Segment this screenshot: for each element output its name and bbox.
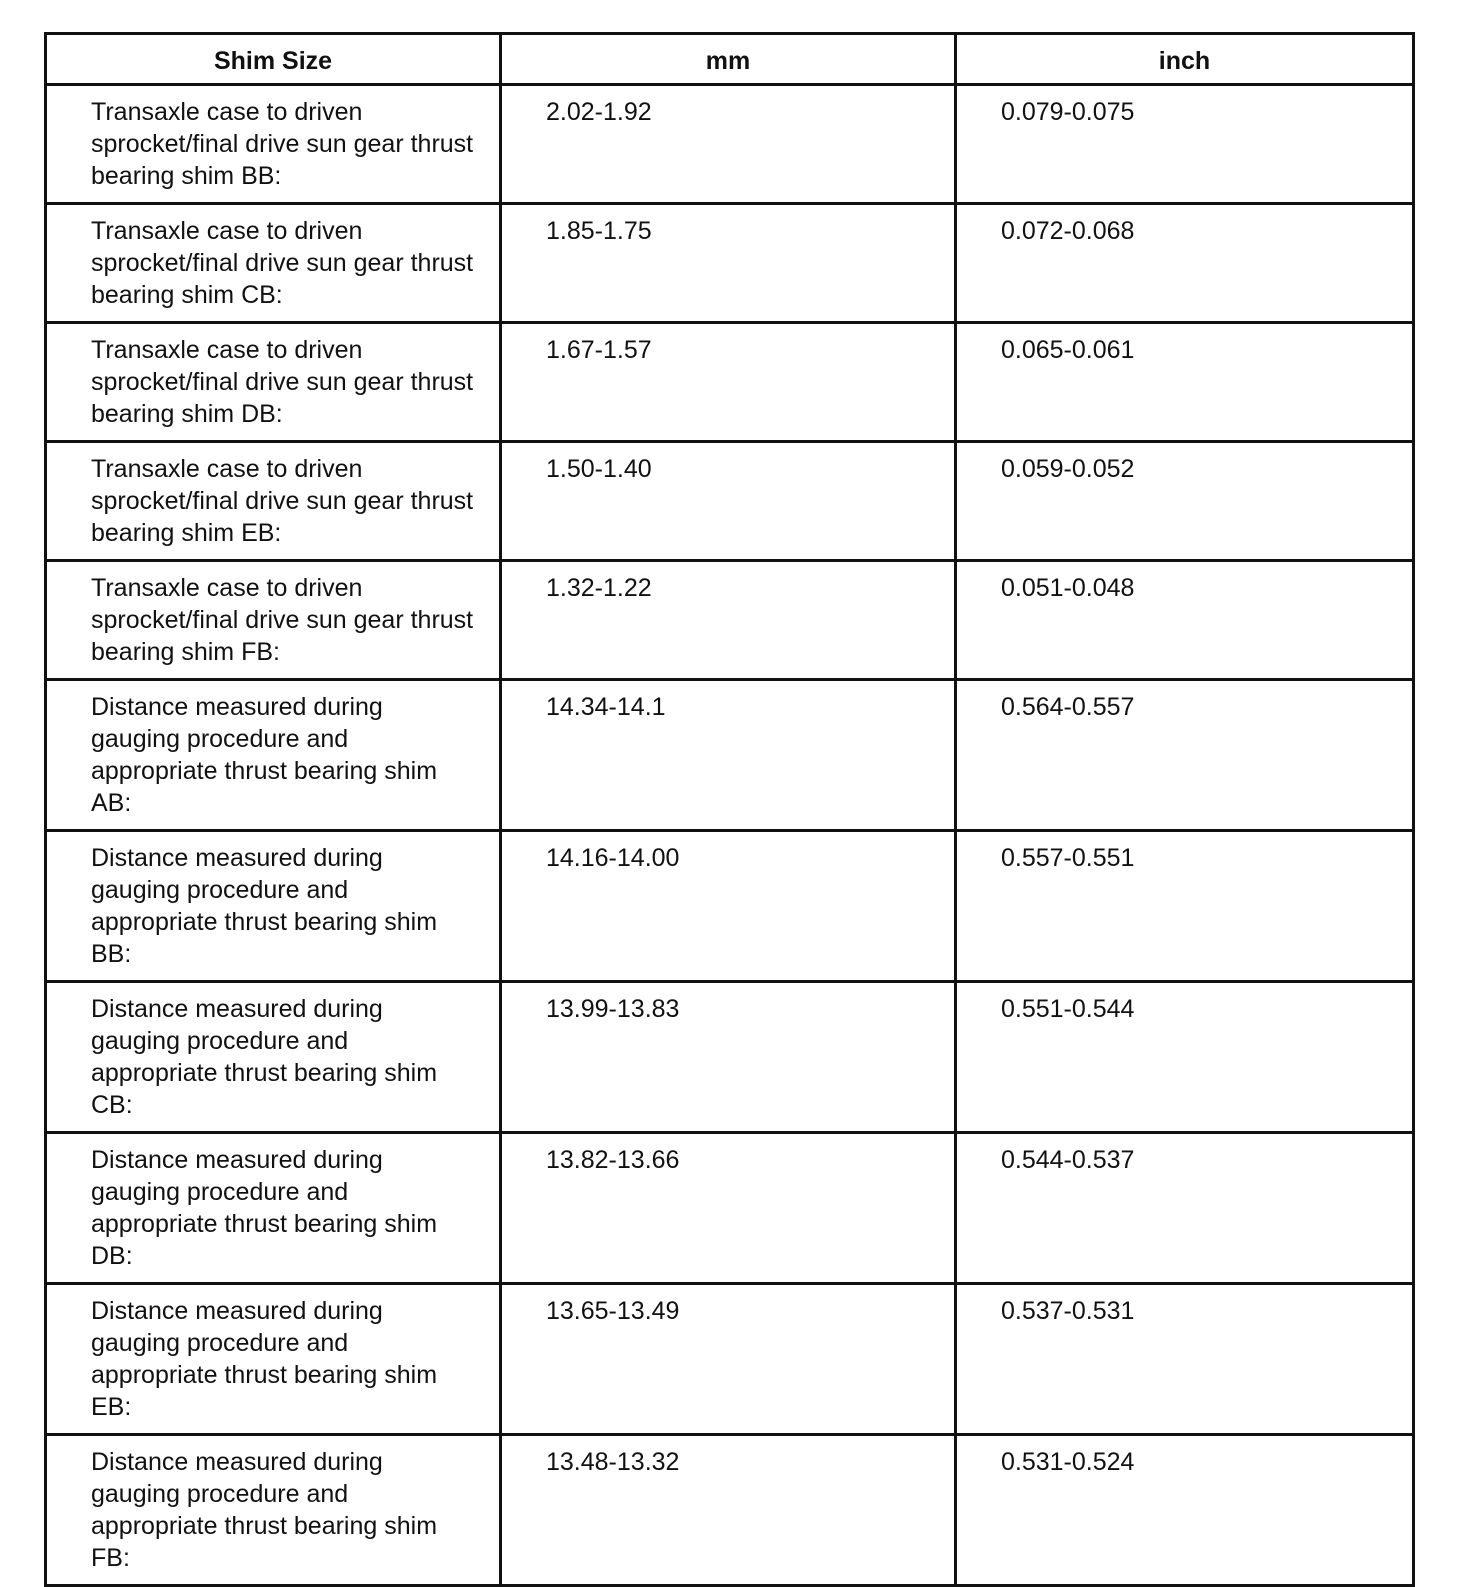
inch-value-cell: 0.557-0.551 (956, 831, 1414, 982)
table-row (46, 982, 1414, 1133)
mm-value-cell: 14.16-14.00 (501, 831, 956, 982)
mm-value-cell: 1.32-1.22 (501, 561, 956, 680)
shim-description-cell: Distance measured during gauging procedure and appropriate thrust bearing shim BB: (46, 831, 501, 982)
inch-value-cell: 0.059-0.052 (956, 442, 1414, 561)
shim-description-cell: Transaxle case to driven sprocket/final drive sun gear thrust bearing shim BB: (46, 85, 501, 204)
table-row (46, 831, 1414, 982)
inch-value-cell: 0.072-0.068 (956, 204, 1414, 323)
shim-description-cell: Transaxle case to driven sprocket/final drive sun gear thrust bearing shim FB: (46, 561, 501, 680)
table-row (46, 323, 1414, 442)
mm-value-cell: 2.02-1.92 (501, 85, 956, 204)
header-mm: mm (501, 34, 956, 85)
mm-value-cell: 13.48-13.32 (501, 1435, 956, 1586)
mm-value-cell: 1.85-1.75 (501, 204, 956, 323)
mm-value-cell: 14.34-14.1 (501, 680, 956, 831)
inch-value-cell: 0.544-0.537 (956, 1133, 1414, 1284)
table-row (46, 204, 1414, 323)
mm-value-cell: 1.67-1.57 (501, 323, 956, 442)
shim-description-cell: Transaxle case to driven sprocket/final drive sun gear thrust bearing shim EB: (46, 442, 501, 561)
header-inch: inch (956, 34, 1414, 85)
inch-value-cell: 0.065-0.061 (956, 323, 1414, 442)
header-row (46, 34, 1414, 85)
table-row (46, 1435, 1414, 1586)
mm-value-cell: 13.99-13.83 (501, 982, 956, 1133)
table-header (46, 34, 1414, 85)
shim-description-cell: Distance measured during gauging procedure and appropriate thrust bearing shim CB: (46, 982, 501, 1133)
shim-description-cell: Distance measured during gauging procedure and appropriate thrust bearing shim EB: (46, 1284, 501, 1435)
table-row (46, 561, 1414, 680)
table-body (46, 85, 1414, 1586)
mm-value-cell: 13.82-13.66 (501, 1133, 956, 1284)
shim-description-cell: Transaxle case to driven sprocket/final drive sun gear thrust bearing shim CB: (46, 204, 501, 323)
table-row (46, 1133, 1414, 1284)
mm-value-cell: 1.50-1.40 (501, 442, 956, 561)
shim-description-cell: Distance measured during gauging procedure and appropriate thrust bearing shim AB: (46, 680, 501, 831)
shim-description-cell: Distance measured during gauging procedure and appropriate thrust bearing shim FB: (46, 1435, 501, 1586)
shim-description-cell: Transaxle case to driven sprocket/final drive sun gear thrust bearing shim DB: (46, 323, 501, 442)
inch-value-cell: 0.551-0.544 (956, 982, 1414, 1133)
table-row (46, 680, 1414, 831)
table-row (46, 1284, 1414, 1435)
inch-value-cell: 0.051-0.048 (956, 561, 1414, 680)
mm-value-cell: 13.65-13.49 (501, 1284, 956, 1435)
inch-value-cell: 0.564-0.557 (956, 680, 1414, 831)
inch-value-cell: 0.531-0.524 (956, 1435, 1414, 1586)
inch-value-cell: 0.537-0.531 (956, 1284, 1414, 1435)
header-shim-size: Shim Size (46, 34, 501, 85)
table-row (46, 442, 1414, 561)
shim-description-cell: Distance measured during gauging procedure and appropriate thrust bearing shim DB: (46, 1133, 501, 1284)
inch-value-cell: 0.079-0.075 (956, 85, 1414, 204)
shim-size-table (44, 32, 1415, 1587)
table-row (46, 85, 1414, 204)
